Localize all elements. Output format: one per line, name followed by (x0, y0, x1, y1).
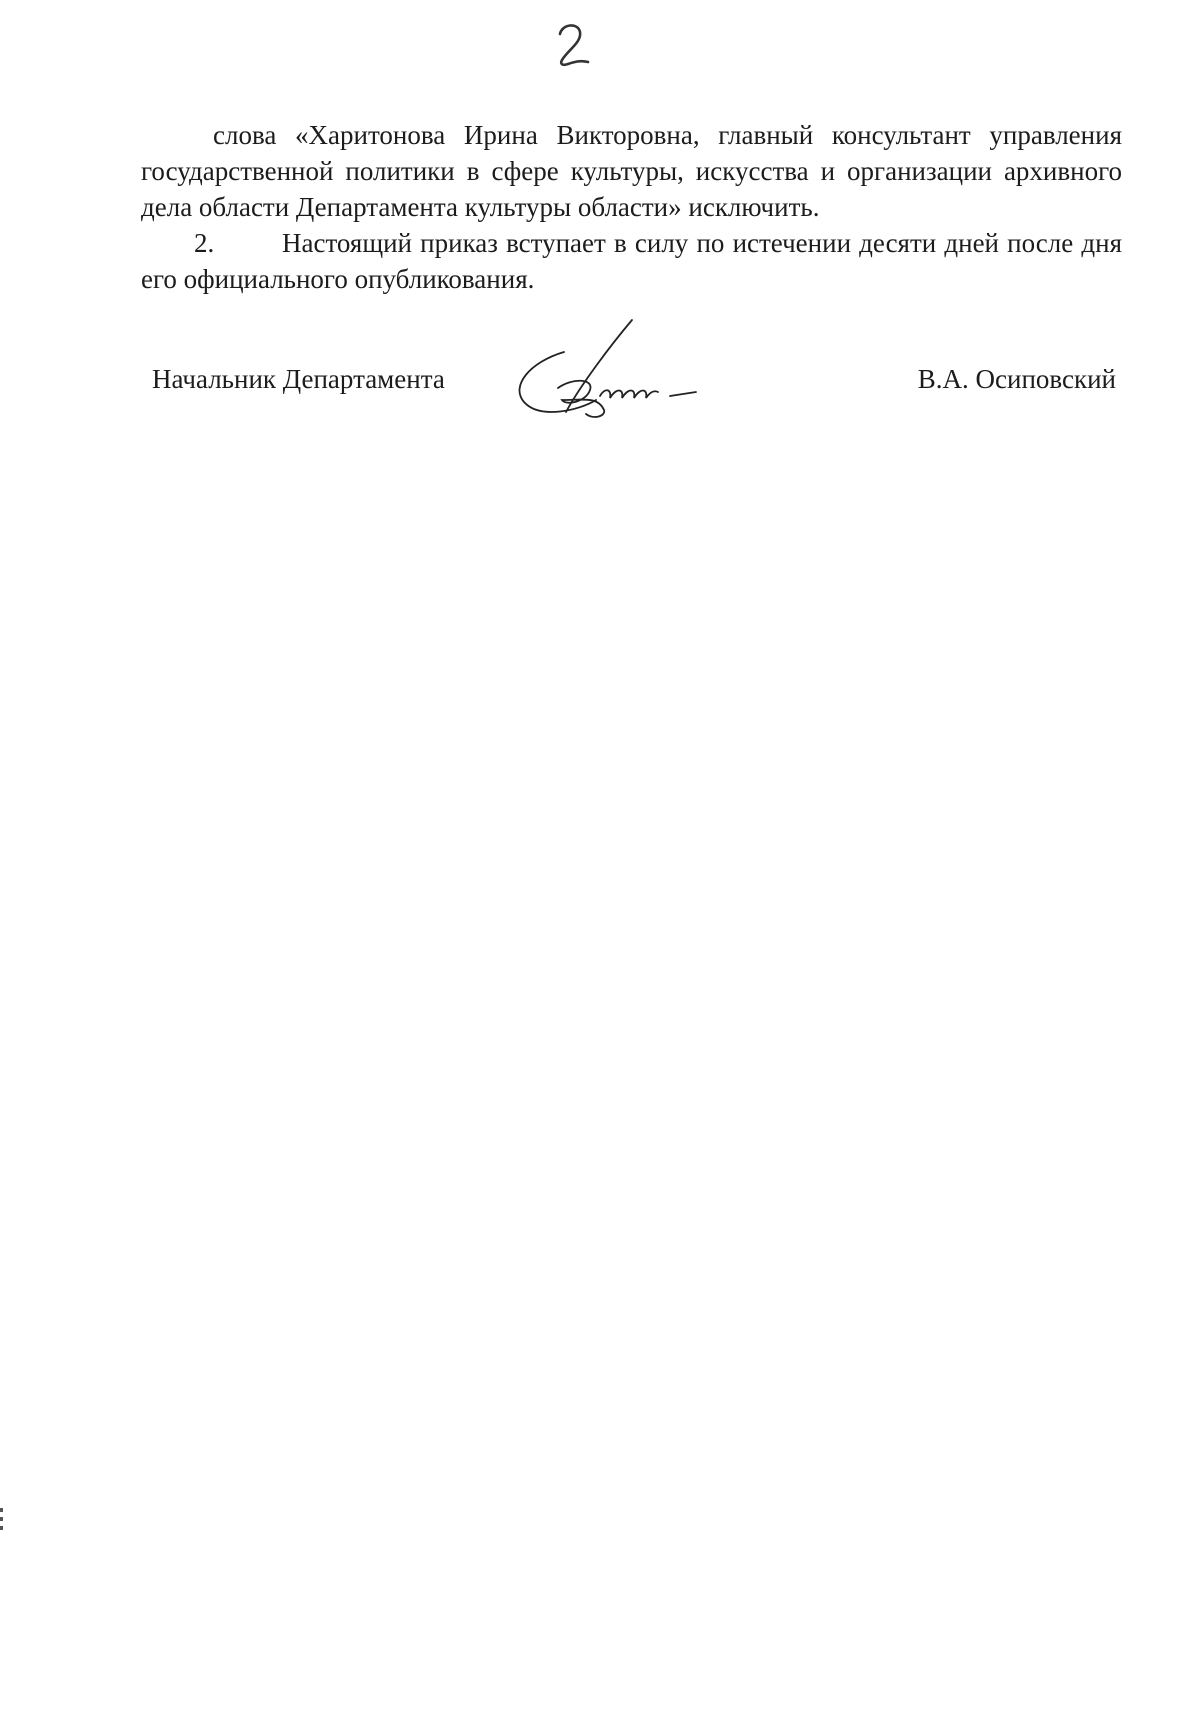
item-text: Настоящий приказ вступает в силу по истечении десяти дней после дня его официального опубликования. (141, 228, 1122, 294)
signatory-name: В.А. Осиповский (917, 364, 1116, 394)
margin-mark (0, 1517, 3, 1521)
item-number: 2. (194, 228, 215, 258)
paragraph-item-2 (141, 225, 1122, 297)
margin-mark (0, 1508, 3, 1512)
document-body (141, 117, 1122, 297)
handwritten-signature (500, 316, 730, 436)
signature-block (0, 356, 1200, 436)
margin-mark (0, 1526, 3, 1530)
signature-glyph (500, 316, 730, 436)
page-number-glyph (548, 16, 598, 72)
signatory-title: Начальник Департамента (152, 364, 445, 394)
handwritten-page-number (548, 16, 598, 72)
scan-margin-marks (0, 1508, 4, 1548)
paragraph-continuation: слова «Харитонова Ирина Викторовна, главный консультант управления государственной политики в сфере культуры, искусства и организации архивного дела области Департамента культуры области» исключить. (141, 120, 1122, 222)
